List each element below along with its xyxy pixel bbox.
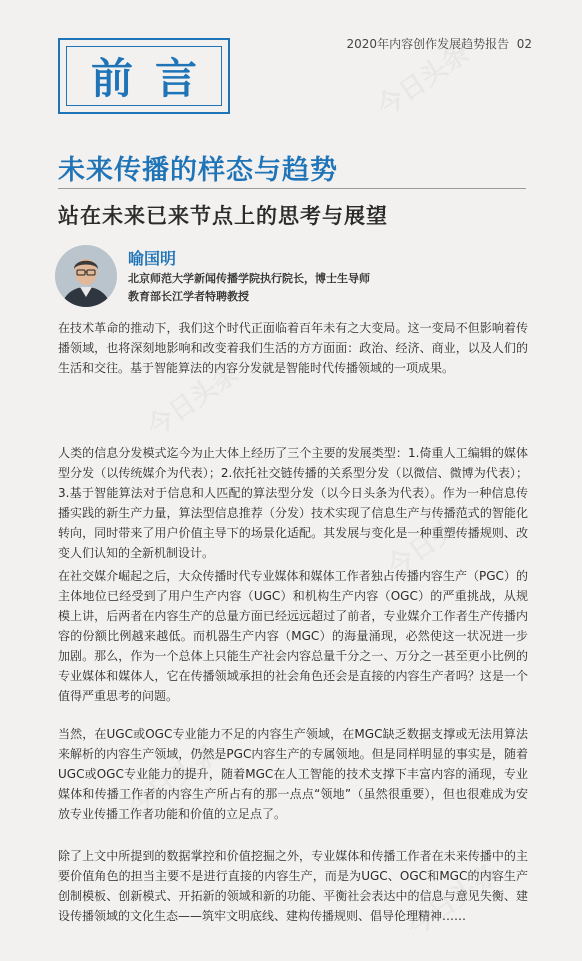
body-paragraph: 除了上文中所提到的数据掌控和价值挖掘之外，专业媒体和传播工作者在未来传播中的主要价值角色的担当主要不是进行直接的内容生产，而是为UGC、OGC和MGC的内容生产创制模板、创新模式、开拓新的领域和新的功能、平衡社会表达中的信息与意见失衡、建设传播领域的文化生态——筑牢文明底线、建构传播规则、倡导伦理精神……: [58, 849, 528, 923]
body-paragraph: 人类的信息分发模式迄今为止大体上经历了三个主要的发展类型：1.倚重人工编辑的媒体型分发（以传统媒介为代表）；2.依托社交链传播的关系型分发（以微信、微博为代表）；3.基于智能算法对于信息和人匹配的算法型分发（以今日头条为代表）。作为一种信息传播实践的新生产力量，算法型信息推荐（分发）技术实现了信息生产与传播范式的智能化转向，同时带来了用户价值主导下的场景化适配。其发展与变化是一种重塑传播规则、改变人们认知的全新机制设计。: [58, 446, 528, 560]
report-title: 2020年内容创作发展趋势报告: [346, 37, 510, 51]
author-honor: 教育部长江学者特聘教授: [128, 290, 249, 303]
body-paragraph: 在社交媒介崛起之后，大众传播时代专业媒体和媒体工作者独占传播内容生产（PGC）的主体地位已经受到了用户生产内容（UGC）和机构生产内容（OGC）的严重挑战，从规模上讲，后两者在内容生产的总量方面已经远远超过了前者，专业媒介工作者生产传播内容的份额比例越来越低。而机器生产内容（MGC）的海量涌现，必然使这一状况进一步加剧。那么，作为一个总体上只能生产社会内容总量千分之一、万分之一甚至更小比例的专业媒体和媒体人，它在传播领域承担的社会角色还会是直接的内容生产者吗？这是一个值得严重思考的问题。: [58, 569, 528, 703]
preface-label: 前言: [66, 46, 222, 106]
title-divider: [58, 188, 526, 189]
page-header: [262, 35, 532, 52]
author-avatar: [55, 245, 117, 307]
author-portrait-icon: [55, 245, 117, 307]
body-paragraph: 当然，在UGC或OGC专业能力不足的内容生产领域，在MGC缺乏数据支撑或无法用算法来解析的内容生产领域，仍然是PGC内容生产的专属领地。但是同样明显的事实是，随着UGC或OGC专业能力的提升，随着MGC在人工智能的技术支撑下丰富内容的涌现，专业媒体和传播工作者的内容生产所占有的那一点点“领地”（虽然很重要），但也很难成为安放专业传播工作者功能和价值的立足点了。: [58, 727, 528, 821]
author-title: 北京师范大学新闻传播学院执行院长，博士生导师: [128, 272, 370, 285]
subtitle: 站在未来已来节点上的思考与展望: [58, 204, 388, 228]
preface-box: [58, 38, 230, 114]
body-paragraph: 在技术革命的推动下，我们这个时代正面临着百年未有之大变局。这一变局不但影响着传播领域，也将深刻地影响和改变着我们生活的方方面面：政治、经济、商业，以及人们的生活和交往。基于智能算法的内容分发就是智能时代传播领域的一项成果。: [58, 321, 528, 375]
page-number: 02: [516, 37, 532, 51]
author-name: 喻国明: [128, 249, 177, 268]
main-title: 未来传播的样态与趋势: [58, 155, 338, 186]
